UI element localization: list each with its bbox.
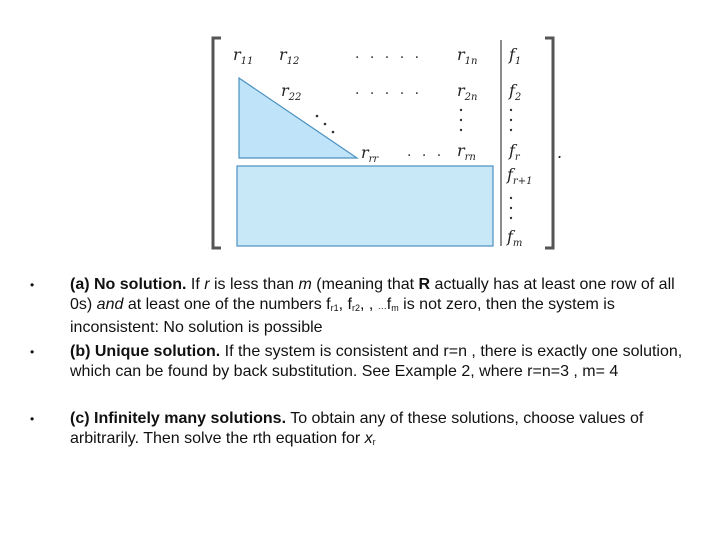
case-a-heading: (a) No solution.: [70, 276, 187, 293]
row1-dots: . . . . .: [355, 46, 423, 62]
entry-r12: $r_{12}$: [279, 45, 300, 67]
row2-dots: . . . . .: [355, 82, 423, 98]
echelon-matrix-figure: [205, 30, 575, 260]
entry-r11: $r_{11}$: [233, 45, 254, 67]
matrix-period: .: [557, 143, 563, 162]
vdot: [460, 119, 462, 121]
vdot: [510, 119, 512, 121]
rowr-dots: . . .: [407, 144, 445, 160]
bullet-dot: •: [30, 412, 35, 426]
entry-rrn: $r_{rn}$: [457, 141, 476, 163]
case-c-heading: (c) Infinitely many solutions.: [70, 410, 287, 427]
entry-r2n: $r_{2n}$: [457, 81, 478, 103]
list-item: • (a) No solution. If r is less than m (meaning that R actually has at least one row of all 0s) and at least one of the numbers fr1, fr2, , ···fm is not zero, then the system is inconsistent: No solution is possible: [30, 276, 675, 336]
zero-rows-block: [237, 166, 493, 246]
entry-fr: $f_r$: [509, 141, 520, 163]
vdot: [510, 129, 512, 131]
entry-f2: $f_2$: [509, 81, 522, 103]
vdot: [460, 129, 462, 131]
bullet-dot: •: [30, 278, 35, 292]
entry-f1: $f_1$: [509, 45, 522, 67]
diag-dot: [316, 115, 319, 118]
vdot: [460, 109, 462, 111]
entry-fr1: $f_{r+1}$: [507, 165, 533, 187]
vdot: [510, 197, 512, 199]
vdot: [510, 207, 512, 209]
entry-fm: $f_m$: [507, 227, 523, 249]
entry-rrr: $r_{rr}$: [361, 143, 379, 165]
list-item: • (c) Infinitely many solutions. To obtain any of these solutions, choose values of arbitrarily. Then solve the rth equation for xr: [30, 410, 644, 447]
right-bracket: [545, 38, 553, 248]
entry-r22: $r_{22}$: [281, 81, 302, 103]
left-bracket: [213, 38, 221, 248]
bullet-dot: •: [30, 345, 35, 359]
upper-triangle-shape: [239, 78, 357, 158]
matrix-svg: [205, 30, 575, 260]
vdot: [510, 217, 512, 219]
list-item: • (b) Unique solution. If the system is consistent and r=n , there is exactly one solution, which can be found by back substitution. See Example 2, where r=n=3 , m= 4: [30, 343, 683, 380]
diag-dot: [324, 123, 327, 126]
vdot: [510, 109, 512, 111]
diag-dot: [332, 131, 335, 134]
solution-cases-list: [30, 275, 690, 452]
entry-r1n: $r_{1n}$: [457, 45, 478, 67]
case-b-heading: (b) Unique solution.: [70, 343, 221, 360]
